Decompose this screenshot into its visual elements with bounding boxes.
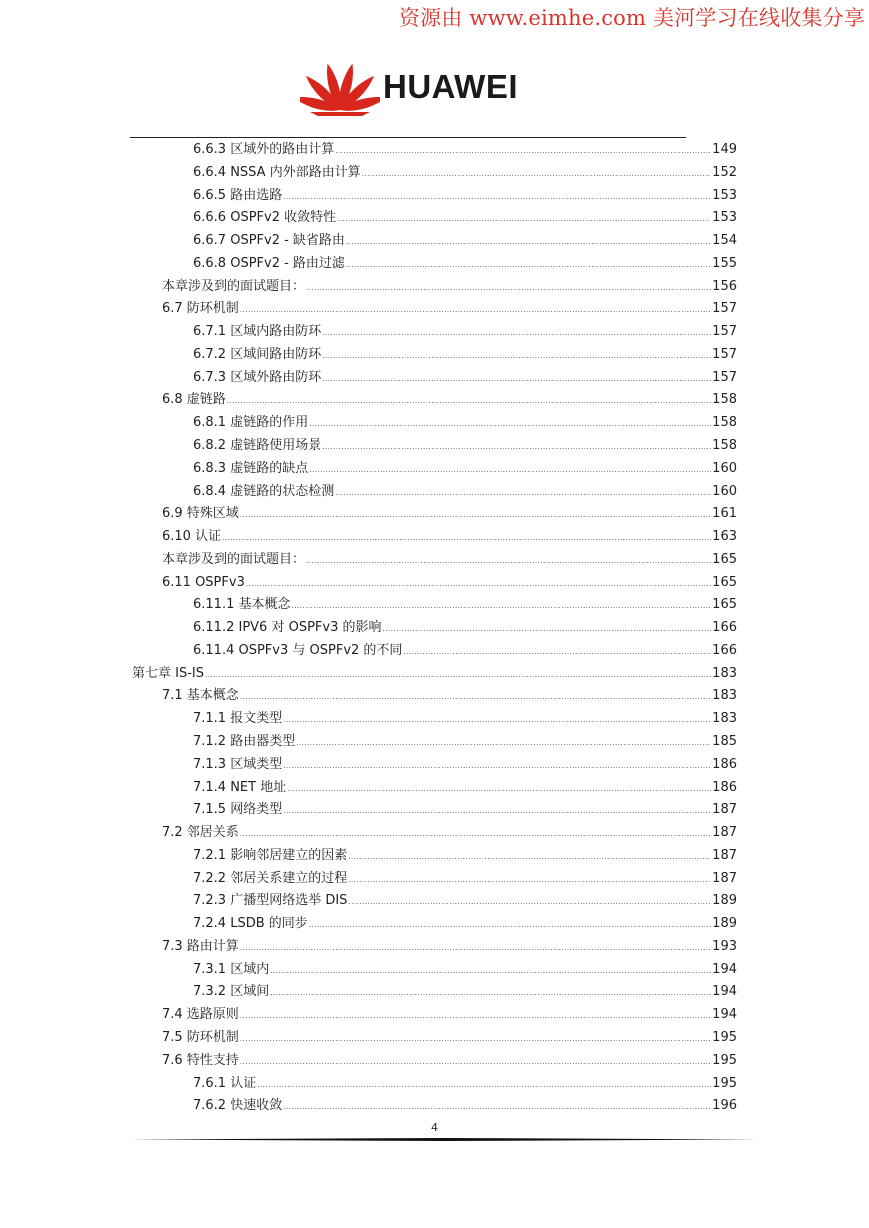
toc-entry-title: 6.11.1 基本概念 <box>193 597 291 612</box>
toc-entry-page: 165 <box>712 575 737 590</box>
toc-entry[interactable] <box>193 845 737 867</box>
toc-entry-page: 157 <box>712 370 737 385</box>
toc-leader-dots <box>283 755 711 777</box>
toc-entry[interactable] <box>162 1004 737 1026</box>
toc-leader-dots <box>306 550 711 572</box>
toc-entry-page: 166 <box>712 620 737 635</box>
toc-leader-dots <box>227 390 711 412</box>
toc-leader-dots <box>240 504 711 526</box>
toc-entry[interactable] <box>193 185 737 207</box>
toc-entry-title: 7.2 邻居关系 <box>162 825 239 840</box>
toc-entry-title: 6.6.3 区域外的路由计算 <box>193 142 335 157</box>
toc-leader-dots <box>309 413 711 435</box>
toc-entry-title: 6.11 OSPFv3 <box>162 575 245 590</box>
toc-entry-title: 6.7.1 区域内路由防环 <box>193 324 322 339</box>
toc-entry-page: 189 <box>712 916 737 931</box>
toc-entry-title: 7.1.2 路由器类型 <box>193 734 296 749</box>
toc-entry-title: 6.8.1 虚链路的作用 <box>193 415 309 430</box>
toc-entry[interactable] <box>193 708 737 730</box>
toc-entry[interactable] <box>193 594 737 616</box>
toc-entry-page: 194 <box>712 1007 737 1022</box>
toc-leader-dots <box>348 869 711 891</box>
toc-leader-dots <box>335 482 711 504</box>
toc-leader-dots <box>382 618 711 640</box>
toc-leader-dots <box>283 186 711 208</box>
toc-entry[interactable] <box>193 458 737 480</box>
toc-leader-dots <box>306 277 711 299</box>
toc-entry-title: 7.1.5 网络类型 <box>193 802 283 817</box>
toc-entry[interactable] <box>193 754 737 776</box>
toc-entry-title: 6.6.5 路由选路 <box>193 188 283 203</box>
toc-leader-dots <box>322 322 711 344</box>
toc-entry-title: 7.6 特性支持 <box>162 1053 239 1068</box>
toc-entry[interactable] <box>193 321 737 343</box>
toc-leader-dots <box>205 664 711 686</box>
toc-entry-page: 193 <box>712 939 737 954</box>
toc-entry[interactable] <box>193 799 737 821</box>
toc-entry[interactable] <box>193 230 737 252</box>
toc-entry-page: 195 <box>712 1076 737 1091</box>
toc-entry-title: 7.4 选路原则 <box>162 1007 239 1022</box>
page-number: 4 <box>431 1121 438 1134</box>
toc-entry[interactable] <box>193 1095 737 1117</box>
toc-entry[interactable] <box>162 572 737 594</box>
toc-entry[interactable] <box>193 481 737 503</box>
toc-entry-page: 187 <box>712 825 737 840</box>
toc-leader-dots <box>322 368 711 390</box>
toc-entry-title: 7.3.1 区域内 <box>193 962 270 977</box>
toc-entry-title: 6.8.4 虚链路的状态检测 <box>193 484 335 499</box>
toc-entry[interactable] <box>193 617 737 639</box>
toc-leader-dots <box>291 595 711 617</box>
toc-entry-title: 7.1.4 NET 地址 <box>193 780 287 795</box>
toc-entry-page: 183 <box>712 666 737 681</box>
toc-leader-dots <box>362 163 711 185</box>
toc-leader-dots <box>348 891 711 913</box>
toc-leader-dots <box>346 254 711 276</box>
toc-leader-dots <box>257 1074 711 1096</box>
toc-entry-title: 7.1.3 区域类型 <box>193 757 283 772</box>
toc-leader-dots <box>403 641 711 663</box>
toc-entry-title: 7.6.1 认证 <box>193 1076 257 1091</box>
toc-entry-page: 153 <box>712 210 737 225</box>
toc-entry-page: 187 <box>712 871 737 886</box>
toc-entry[interactable] <box>193 731 737 753</box>
toc-entry-title: 6.8.3 虚链路的缺点 <box>193 461 309 476</box>
toc-entry-title: 6.7 防环机制 <box>162 301 239 316</box>
toc-entry[interactable] <box>162 1027 737 1049</box>
toc-leader-dots <box>337 208 711 230</box>
toc-entry-title: 6.10 认证 <box>162 529 222 544</box>
toc-entry[interactable] <box>193 435 737 457</box>
toc-entry-title: 7.3 路由计算 <box>162 939 239 954</box>
toc-entry-page: 189 <box>712 893 737 908</box>
toc-entry[interactable] <box>162 1050 737 1072</box>
logo-text: HUAWEI <box>383 68 518 105</box>
toc-entry-title: 7.6.2 快速收敛 <box>193 1098 283 1113</box>
toc-entry-page: 196 <box>712 1098 737 1113</box>
toc-leader-dots <box>240 1051 711 1073</box>
toc-entry-page: 160 <box>712 461 737 476</box>
toc-entry-title: 6.7.3 区域外路由防环 <box>193 370 322 385</box>
toc-leader-dots <box>240 937 711 959</box>
toc-entry-page: 149 <box>712 142 737 157</box>
toc-entry[interactable] <box>162 503 737 525</box>
toc-leader-dots <box>296 732 711 754</box>
toc-entry[interactable] <box>162 526 737 548</box>
toc-entry-title: 6.11.4 OSPFv3 与 OSPFv2 的不同 <box>193 643 403 658</box>
toc-entry-title: 6.8.2 虚链路使用场景 <box>193 438 322 453</box>
toc-leader-dots <box>287 778 711 800</box>
toc-entry[interactable] <box>162 685 737 707</box>
toc-entry[interactable] <box>193 890 737 912</box>
toc-entry-title: 本章涉及到的面试题目： <box>162 279 306 294</box>
toc-entry-title: 本章涉及到的面试题目： <box>162 552 306 567</box>
toc-entry[interactable] <box>193 640 737 662</box>
toc-entry-title: 6.7.2 区域间路由防环 <box>193 347 322 362</box>
toc-leader-dots <box>322 436 711 458</box>
toc-entry-title: 6.8 虚链路 <box>162 392 226 407</box>
toc-entry[interactable] <box>193 139 737 161</box>
logo-base <box>310 112 370 116</box>
toc-entry-page: 195 <box>712 1053 737 1068</box>
toc-entry[interactable] <box>132 663 737 685</box>
toc-entry[interactable] <box>162 936 737 958</box>
toc-entry-title: 7.2.3 广播型网络选举 DIS <box>193 893 348 908</box>
toc-entry-page: 183 <box>712 711 737 726</box>
toc-entry-page: 158 <box>712 438 737 453</box>
toc-entry-title: 6.6.4 NSSA 内外部路由计算 <box>193 165 361 180</box>
toc-entry-page: 155 <box>712 256 737 271</box>
toc-entry-title: 6.6.7 OSPFv2 - 缺省路由 <box>193 233 345 248</box>
toc-entry-page: 161 <box>712 506 737 521</box>
toc-entry-title: 7.2.2 邻居关系建立的过程 <box>193 871 348 886</box>
toc-entry[interactable] <box>193 1073 737 1095</box>
toc-entry-page: 152 <box>712 165 737 180</box>
toc-entry-title: 7.1.1 报文类型 <box>193 711 283 726</box>
toc-entry-title: 6.6.8 OSPFv2 - 路由过滤 <box>193 256 345 271</box>
toc-entry[interactable] <box>162 822 737 844</box>
toc-entry-title: 第七章 IS-IS <box>132 666 204 681</box>
toc-leader-dots <box>240 1028 711 1050</box>
toc-leader-dots <box>322 345 711 367</box>
toc-leader-dots <box>283 800 711 822</box>
toc-leader-dots <box>346 231 711 253</box>
toc-entry[interactable] <box>193 981 737 1003</box>
toc-entry-page: 157 <box>712 347 737 362</box>
toc-entry-page: 195 <box>712 1030 737 1045</box>
toc-entry-page: 154 <box>712 233 737 248</box>
huawei-petal-icon <box>300 58 380 120</box>
toc-entry-page: 157 <box>712 324 737 339</box>
watermark-text: 资源由 www.eimhe.com 美河学习在线收集分享 <box>398 6 865 30</box>
toc-entry-title: 7.2.4 LSDB 的同步 <box>193 916 308 931</box>
toc-entry-page: 163 <box>712 529 737 544</box>
toc-entry-page: 153 <box>712 188 737 203</box>
toc-entry-page: 183 <box>712 688 737 703</box>
toc-leader-dots <box>240 686 711 708</box>
toc-entry[interactable] <box>193 162 737 184</box>
toc-entry[interactable] <box>162 276 737 298</box>
toc-entry-page: 186 <box>712 757 737 772</box>
toc-entry[interactable] <box>193 959 737 981</box>
toc-entry[interactable] <box>162 389 737 411</box>
toc-entry[interactable] <box>162 549 737 571</box>
huawei-logo <box>300 58 545 120</box>
toc-entry-page: 156 <box>712 279 737 294</box>
toc-entry-title: 7.2.1 影响邻居建立的因素 <box>193 848 348 863</box>
toc-leader-dots <box>348 846 711 868</box>
toc-leader-dots <box>335 140 711 162</box>
toc-entry[interactable] <box>193 253 737 275</box>
toc-entry-title: 7.3.2 区域间 <box>193 984 270 999</box>
toc-leader-dots <box>309 459 711 481</box>
footer-rule <box>130 1138 758 1141</box>
toc-entry-page: 157 <box>712 301 737 316</box>
toc-entry-page: 158 <box>712 392 737 407</box>
toc-leader-dots <box>283 709 711 731</box>
toc-entry-title: 6.6.6 OSPFv2 收敛特性 <box>193 210 337 225</box>
toc-entry-page: 165 <box>712 597 737 612</box>
toc-entry[interactable] <box>193 367 737 389</box>
toc-entry-page: 194 <box>712 962 737 977</box>
toc-entry-page: 187 <box>712 848 737 863</box>
toc-entry-page: 165 <box>712 552 737 567</box>
toc-entry-page: 160 <box>712 484 737 499</box>
toc-leader-dots <box>283 1096 711 1118</box>
toc-leader-dots <box>240 299 711 321</box>
toc-entry-page: 186 <box>712 780 737 795</box>
toc-leader-dots <box>222 527 711 549</box>
toc-leader-dots <box>270 960 711 982</box>
toc-entry[interactable] <box>193 344 737 366</box>
toc-entry-title: 7.1 基本概念 <box>162 688 239 703</box>
toc-entry-title: 7.5 防环机制 <box>162 1030 239 1045</box>
toc-leader-dots <box>309 914 711 936</box>
toc-entry-title: 6.9 特殊区域 <box>162 506 239 521</box>
toc-entry-title: 6.11.2 IPV6 对 OSPFv3 的影响 <box>193 620 382 635</box>
toc-leader-dots <box>270 982 711 1004</box>
toc-entry-page: 166 <box>712 643 737 658</box>
toc-entry-page: 194 <box>712 984 737 999</box>
toc-leader-dots <box>240 823 711 845</box>
toc-entry-page: 158 <box>712 415 737 430</box>
toc-entry[interactable] <box>193 777 737 799</box>
header-rule <box>130 137 686 138</box>
toc-entry-page: 185 <box>712 734 737 749</box>
toc-entry[interactable] <box>162 298 737 320</box>
toc-entry[interactable] <box>193 868 737 890</box>
toc-leader-dots <box>246 573 711 595</box>
toc-entry[interactable] <box>193 913 737 935</box>
toc-entry[interactable] <box>193 412 737 434</box>
toc-entry-page: 187 <box>712 802 737 817</box>
toc-leader-dots <box>240 1005 711 1027</box>
toc-entry[interactable] <box>193 207 737 229</box>
